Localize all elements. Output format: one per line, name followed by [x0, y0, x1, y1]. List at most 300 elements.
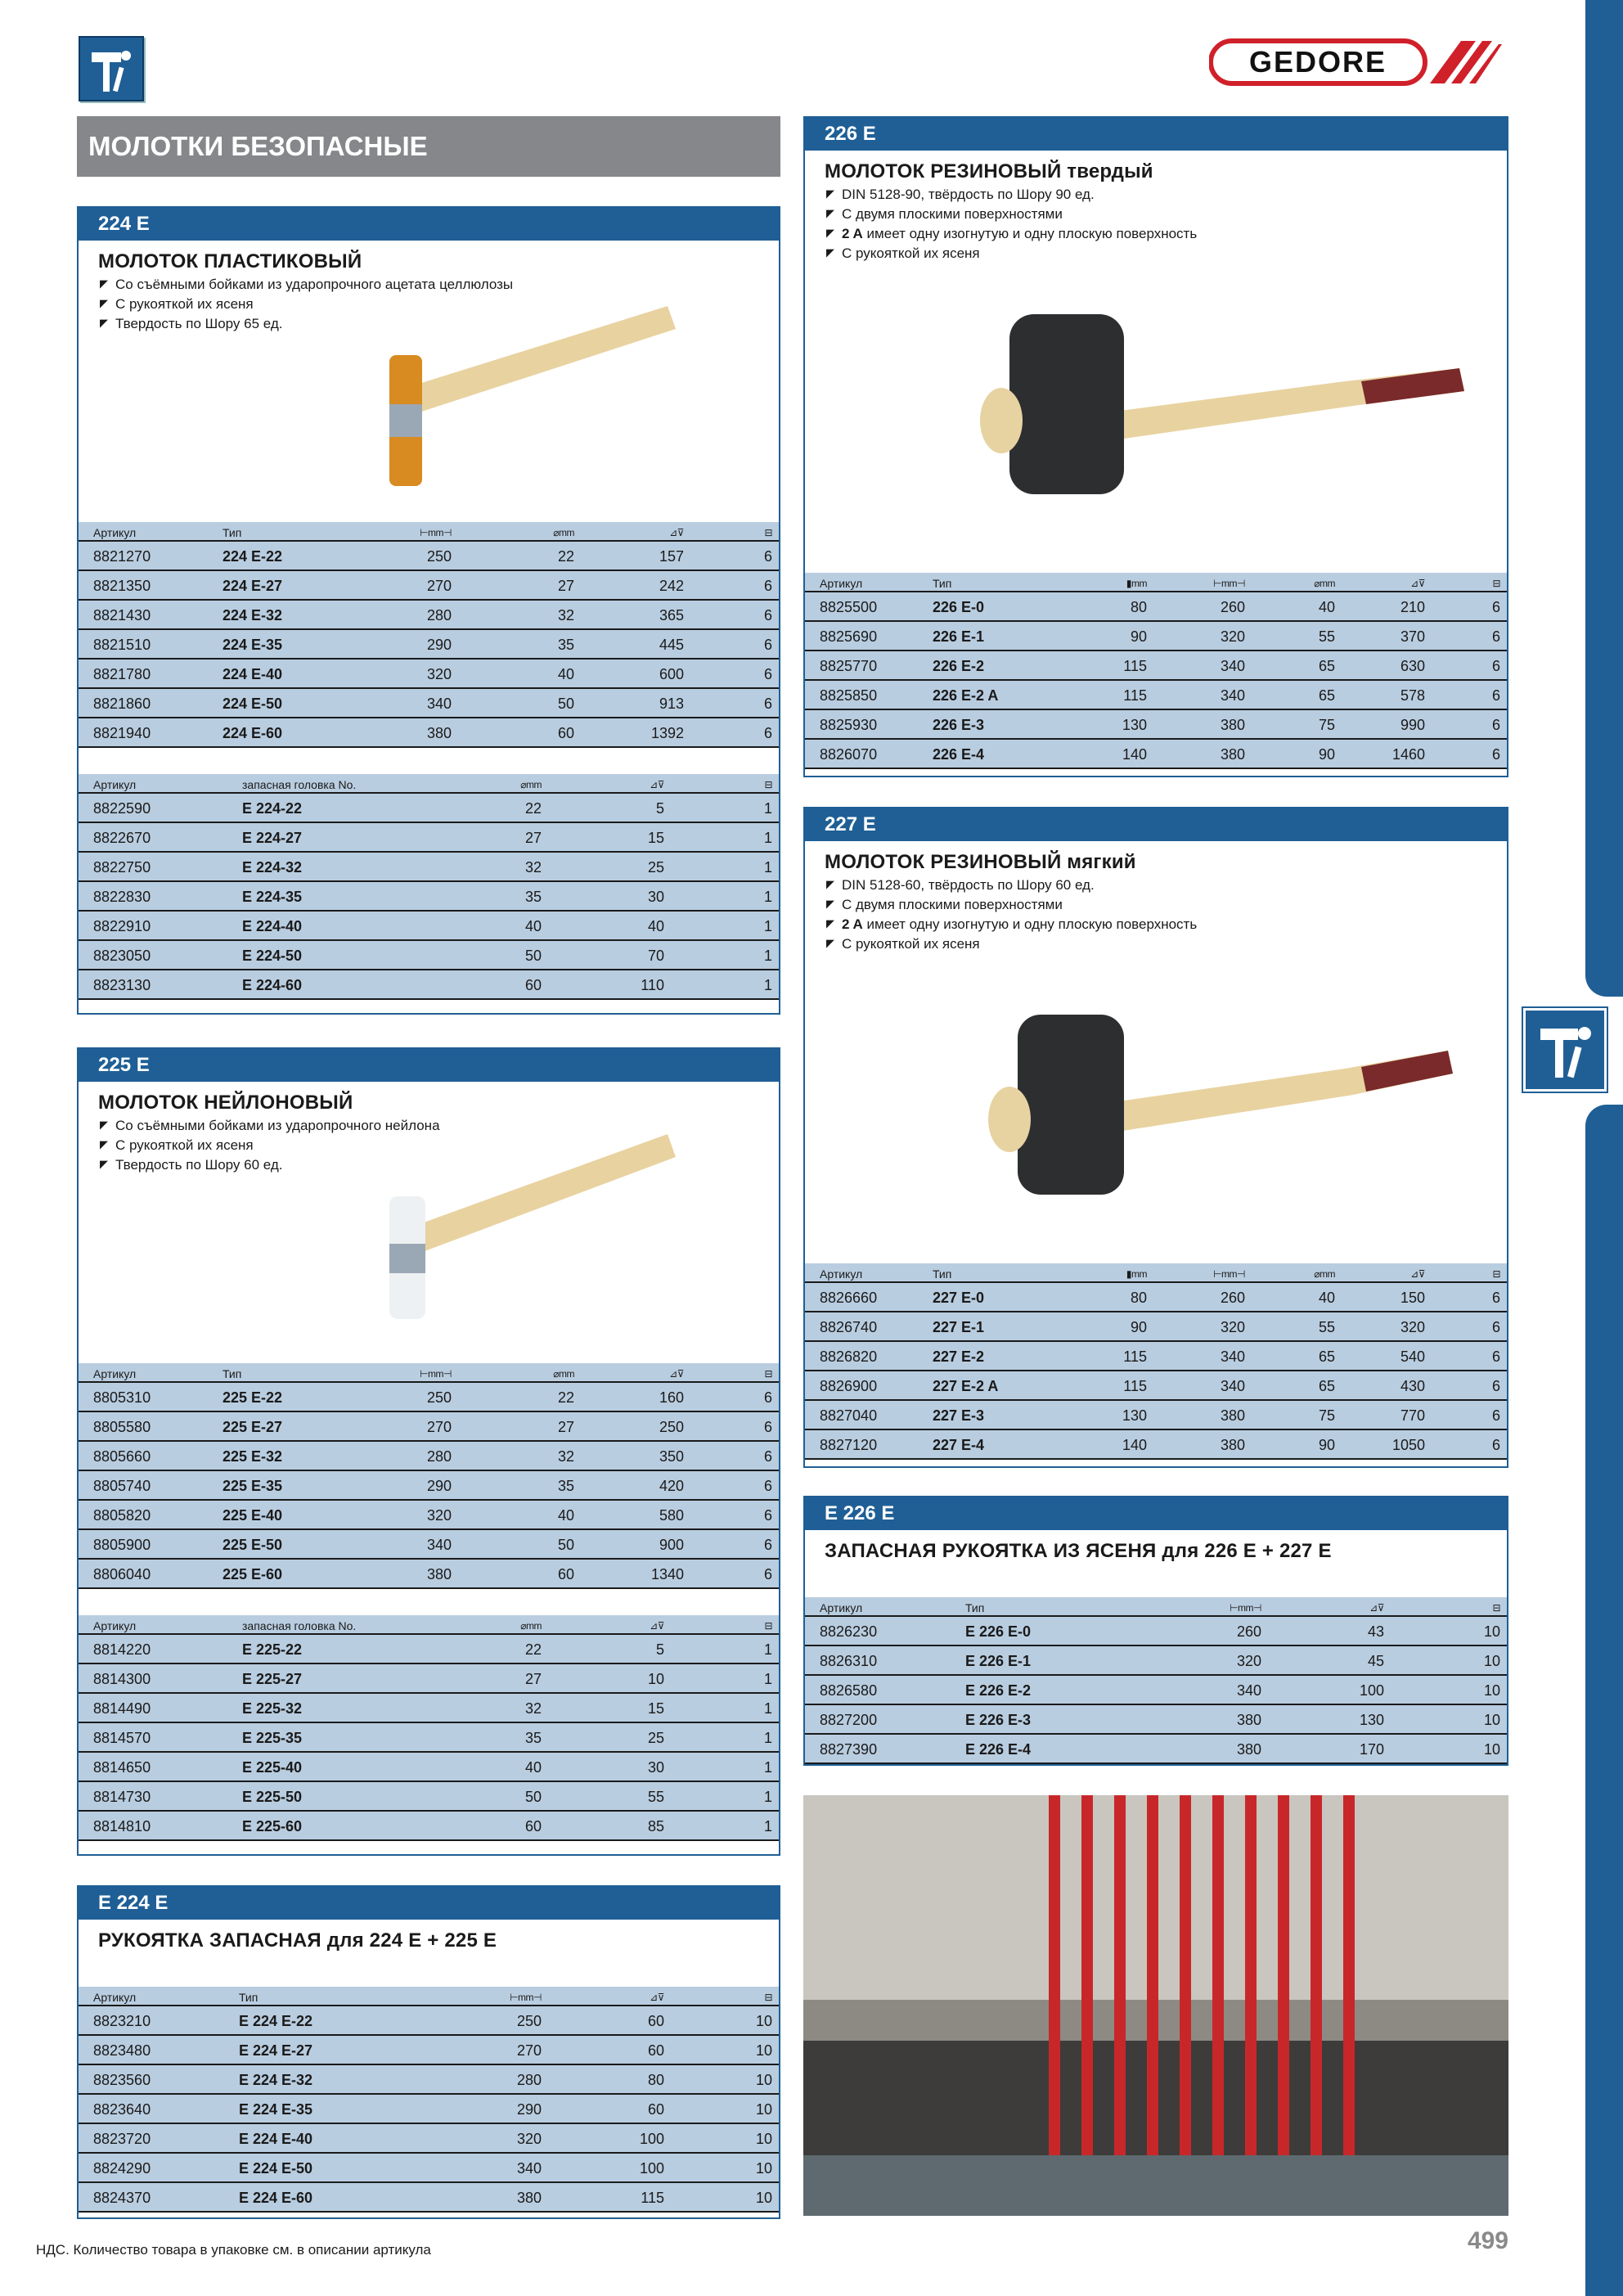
table-cell: 340: [1236, 1682, 1261, 1699]
column-header: ⊟: [764, 1620, 772, 1632]
panel-title: МОЛОТОК РЕЗИНОВЫЙ твердый: [825, 160, 1153, 182]
table-cell: 55: [1318, 628, 1335, 645]
table-cell: 8826580: [820, 1682, 878, 1699]
table-row: [79, 941, 779, 970]
feature-item: ◤ Со съёмными бойками из ударопрочного ацетата целлюлозы: [100, 275, 779, 295]
table-cell: 27: [557, 578, 574, 594]
column-header: ▮mm: [1126, 1268, 1147, 1280]
table-cell: 45: [1367, 1653, 1384, 1669]
table-cell: 380: [1236, 1712, 1261, 1728]
table-cell: 140: [1122, 1437, 1147, 1453]
table-cell: 60: [647, 2013, 664, 2029]
table-cell: 5: [655, 800, 664, 817]
table-cell: 365: [659, 607, 684, 624]
table-row: [79, 1723, 779, 1753]
table-cell: 250: [426, 1389, 452, 1406]
table-row: [79, 1471, 779, 1501]
column-header: Тип: [933, 577, 952, 590]
brand-logo: [1209, 38, 1504, 87]
table-row: [79, 1530, 779, 1560]
table-cell: 6: [763, 666, 772, 682]
table-cell: 22: [557, 1389, 574, 1406]
table-cell: E 224 E-27: [239, 2042, 313, 2059]
table-cell: 1: [763, 1789, 772, 1805]
feature-item: ◤ С рукояткой их ясеня: [826, 244, 1507, 263]
table-header: [79, 1615, 779, 1635]
feature-item: ◤ С рукояткой их ясеня: [826, 934, 1507, 954]
table-cell: 8823640: [93, 2101, 151, 2118]
table-cell: 224 E-40: [223, 666, 283, 682]
table-row: [79, 718, 779, 748]
table-cell: E 225-22: [242, 1641, 303, 1658]
table-cell: 226 E-2 A: [933, 687, 999, 704]
table-cell: 8826740: [820, 1319, 878, 1335]
column-header: ⊟: [764, 1368, 772, 1380]
table-cell: 60: [524, 977, 542, 993]
table-cell: 115: [1123, 1378, 1147, 1394]
table-cell: 370: [1400, 628, 1425, 645]
table-cell: 225 E-60: [223, 1566, 283, 1582]
table-row: [79, 542, 779, 571]
table-cell: 770: [1400, 1407, 1425, 1424]
table-cell: 420: [659, 1478, 684, 1494]
table-cell: 65: [1318, 658, 1335, 674]
table-cell: 6: [1491, 746, 1500, 763]
table-cell: 250: [659, 1419, 684, 1435]
table-row: [79, 1753, 779, 1782]
table-cell: 8805900: [93, 1537, 151, 1553]
table-cell: 1: [763, 948, 772, 964]
table-header: [805, 573, 1507, 592]
feature-item: ◤ DIN 5128-60, твёрдость по Шору 60 ед.: [826, 876, 1507, 895]
column-header: Артикул: [820, 577, 863, 590]
table-row: [805, 740, 1507, 769]
feature-bold: 2 A: [842, 916, 863, 932]
table-cell: 1: [763, 1730, 772, 1746]
table-cell: 8823560: [93, 2072, 151, 2088]
column-header: ⊢mm⊣: [1213, 578, 1245, 589]
table-cell: 8822670: [93, 830, 151, 846]
table-cell: 8821270: [93, 548, 151, 565]
table-row: [79, 2124, 779, 2154]
table-cell: 380: [1220, 1437, 1245, 1453]
table-cell: 50: [557, 1537, 574, 1553]
table-cell: 380: [1220, 1407, 1245, 1424]
table-cell: 8805740: [93, 1478, 151, 1494]
panel-title: РУКОЯТКА ЗАПАСНАЯ для 224 E + 225 E: [98, 1929, 497, 1952]
table-cell: 224 E-60: [223, 725, 283, 741]
table-cell: E 224 E-40: [239, 2131, 313, 2147]
table-cell: 270: [426, 1419, 452, 1435]
table-cell: 600: [659, 666, 684, 682]
table-row: [79, 794, 779, 823]
table-cell: 6: [763, 1478, 772, 1494]
panel-title: МОЛОТОК ПЛАСТИКОВЫЙ: [98, 250, 362, 272]
table-cell: 6: [763, 607, 772, 624]
table-cell: 130: [1359, 1712, 1384, 1728]
table-cell: 630: [1400, 658, 1425, 674]
table-row: [79, 2154, 779, 2183]
table-cell: 8825930: [820, 717, 878, 733]
table-cell: 580: [659, 1507, 684, 1524]
table-cell: 226 E-2: [933, 658, 985, 674]
table-cell: 340: [426, 1537, 452, 1553]
table-cell: 260: [1220, 1290, 1245, 1306]
table-cell: 8822830: [93, 889, 151, 905]
table-cell: E 224-27: [242, 830, 303, 846]
table-cell: 85: [647, 1818, 664, 1835]
table-cell: 6: [763, 1389, 772, 1406]
column-header: ⌀mm: [520, 1620, 542, 1632]
table-cell: E 225-50: [242, 1789, 303, 1805]
column-header: ⊿⊽: [669, 1368, 684, 1380]
table-cell: 8814810: [93, 1818, 151, 1835]
table-row: [805, 1430, 1507, 1460]
table-cell: 226 E-3: [933, 717, 985, 733]
table-cell: 8805660: [93, 1448, 151, 1465]
column-header: ⊢mm⊣: [420, 1368, 452, 1380]
panel-227e: [803, 807, 1508, 1468]
table-cell: 1050: [1391, 1437, 1425, 1453]
feature-item: [826, 224, 1507, 244]
table-row: [805, 1617, 1507, 1646]
table-cell: 10: [647, 1671, 664, 1687]
table-cell: 8823210: [93, 2013, 151, 2029]
table-cell: 55: [647, 1789, 664, 1805]
table-cell: 8814220: [93, 1641, 151, 1658]
table-cell: 60: [524, 1818, 542, 1835]
page-title: МОЛОТКИ БЕЗОПАСНЫЕ: [77, 116, 780, 177]
table-cell: 8823050: [93, 948, 151, 964]
table-cell: 290: [426, 1478, 452, 1494]
table-cell: 900: [659, 1537, 684, 1553]
table-cell: 8805580: [93, 1419, 151, 1435]
table-row: [805, 1342, 1507, 1371]
panel-e224e: [77, 1885, 780, 2219]
feature-item: ◤ С двумя плоскими поверхностями: [826, 205, 1507, 224]
table-row: [805, 1705, 1507, 1735]
table-cell: 340: [1220, 658, 1245, 674]
table-cell: 6: [763, 548, 772, 565]
table-cell: 8814570: [93, 1730, 151, 1746]
table-cell: E 224-60: [242, 977, 303, 993]
table-row: [805, 1283, 1507, 1312]
table-cell: 227 E-4: [933, 1437, 985, 1453]
table-cell: 8826820: [820, 1348, 878, 1365]
page-number: 499: [1467, 2227, 1508, 2254]
table-cell: 40: [524, 1759, 542, 1776]
table-row: [79, 689, 779, 718]
footer-note: НДС. Количество товара в упаковке см. в описании артикула: [36, 2242, 431, 2258]
column-header: Артикул: [93, 1619, 137, 1632]
table-cell: 22: [524, 800, 542, 817]
feature-item: ◤ Со съёмными бойками из ударопрочного нейлона: [100, 1116, 779, 1136]
table-row: [79, 601, 779, 630]
table-cell: 10: [755, 2072, 772, 2088]
table-cell: 6: [1491, 628, 1500, 645]
table-cell: 6: [763, 637, 772, 653]
table-cell: E 224-50: [242, 948, 303, 964]
table-cell: 10: [1483, 1653, 1500, 1669]
table-row: [79, 912, 779, 941]
table-cell: 225 E-27: [223, 1419, 283, 1435]
table-cell: 40: [557, 666, 574, 682]
feature-item: ◤ Твердость по Шору 60 ед.: [100, 1155, 779, 1175]
table-cell: 1: [763, 977, 772, 993]
articles-table: [805, 1263, 1507, 1460]
table-cell: 224 E-22: [223, 548, 283, 565]
table-cell: 1: [763, 918, 772, 934]
table-cell: 55: [1318, 1319, 1335, 1335]
table-cell: 340: [516, 2160, 542, 2177]
soft-rubber-hammer-photo: [969, 1005, 1476, 1209]
table-header: [79, 522, 779, 542]
table-row: [79, 823, 779, 853]
table-cell: 8821350: [93, 578, 151, 594]
table-cell: 10: [755, 2160, 772, 2177]
table-cell: 8825500: [820, 599, 878, 615]
plastic-hammer-photo: [316, 265, 676, 494]
table-cell: E 225-32: [242, 1700, 303, 1717]
table-cell: 578: [1400, 687, 1425, 704]
table-cell: 260: [1236, 1623, 1261, 1640]
column-header: Тип: [239, 1991, 259, 2004]
table-cell: 1460: [1391, 746, 1425, 763]
table-cell: 8821860: [93, 696, 151, 712]
table-cell: 8827120: [820, 1437, 878, 1453]
hammer-category-icon: [79, 36, 144, 101]
table-cell: 1: [763, 1759, 772, 1776]
table-cell: E 226 E-0: [965, 1623, 1032, 1640]
table-cell: 40: [1318, 599, 1335, 615]
column-header: ⌀mm: [553, 527, 574, 538]
table-row: [805, 1401, 1507, 1430]
column-header: ⊿⊽: [1410, 578, 1425, 589]
table-row: [805, 651, 1507, 681]
articles-table: [805, 573, 1507, 769]
column-header: ⊿⊽: [1410, 1268, 1425, 1280]
table-cell: 6: [1491, 687, 1500, 704]
table-cell: 1: [763, 1818, 772, 1835]
table-row: [805, 1735, 1507, 1764]
table-cell: 1: [763, 1671, 772, 1687]
column-header: запасная головка No.: [242, 778, 357, 791]
table-cell: 8806040: [93, 1566, 151, 1582]
table-cell: 40: [1318, 1290, 1335, 1306]
panel-code: 227 E: [805, 808, 1507, 841]
table-cell: 40: [647, 918, 664, 934]
table-cell: 320: [1400, 1319, 1425, 1335]
table-cell: 90: [1318, 746, 1335, 763]
table-cell: 60: [647, 2101, 664, 2118]
table-row: [79, 1412, 779, 1442]
articles-table: [79, 1987, 779, 2213]
table-cell: 380: [426, 1566, 452, 1582]
column-header: Тип: [223, 1367, 242, 1380]
table-cell: 6: [1491, 1437, 1500, 1453]
table-cell: 130: [1122, 717, 1147, 733]
table-cell: 6: [1491, 658, 1500, 674]
feature-rest: имеет одну изогнутую и одну плоскую поверхность: [862, 226, 1198, 241]
table-row: [79, 1383, 779, 1412]
feature-item: ◤ С двумя плоскими поверхностями: [826, 895, 1507, 915]
table-cell: 1: [763, 859, 772, 876]
table-cell: E 224 E-22: [239, 2013, 313, 2029]
table-cell: 32: [557, 607, 574, 624]
table-cell: 340: [426, 696, 452, 712]
table-cell: 8825770: [820, 658, 878, 674]
column-header: ⊟: [764, 1992, 772, 2003]
table-cell: 30: [647, 1759, 664, 1776]
table-cell: 15: [647, 1700, 664, 1717]
table-cell: 8821430: [93, 607, 151, 624]
table-cell: 913: [659, 696, 684, 712]
table-cell: 6: [1491, 717, 1500, 733]
table-cell: 50: [524, 948, 542, 964]
table-cell: 130: [1122, 1407, 1147, 1424]
column-header: ⊟: [1492, 1602, 1500, 1614]
table-cell: 227 E-1: [933, 1319, 985, 1335]
feature-list: [826, 876, 1507, 954]
table-cell: 90: [1318, 1437, 1335, 1453]
table-cell: 320: [1220, 628, 1245, 645]
panel-title: МОЛОТОК НЕЙЛОНОВЫЙ: [98, 1092, 353, 1114]
feature-item: ◤ Твердость по Шору 65 ед.: [100, 314, 779, 334]
panel-title: МОЛОТОК РЕЗИНОВЫЙ мягкий: [825, 851, 1136, 873]
table-row: [79, 2183, 779, 2213]
table-cell: 150: [1400, 1290, 1425, 1306]
table-cell: 340: [1220, 687, 1245, 704]
table-cell: 380: [1220, 746, 1245, 763]
table-cell: 115: [1123, 687, 1147, 704]
table-row: [79, 1442, 779, 1471]
table-cell: 22: [524, 1641, 542, 1658]
table-cell: E 224-22: [242, 800, 303, 817]
feature-rest: имеет одну изогнутую и одну плоскую поверхность: [862, 916, 1198, 932]
table-cell: 8827390: [820, 1741, 878, 1758]
table-cell: 115: [1123, 658, 1147, 674]
table-row: [805, 622, 1507, 651]
table-cell: 8824370: [93, 2190, 151, 2206]
table-cell: E 225-40: [242, 1759, 303, 1776]
table-cell: 5: [655, 1641, 664, 1658]
table-cell: 110: [641, 977, 664, 993]
table-cell: 210: [1400, 599, 1425, 615]
table-cell: 10: [1483, 1623, 1500, 1640]
table-cell: 8805310: [93, 1389, 151, 1406]
panel-226e: [803, 116, 1508, 777]
table-cell: 25: [647, 1730, 664, 1746]
column-header: Артикул: [93, 1991, 137, 2004]
table-cell: 226 E-0: [933, 599, 985, 615]
column-header: ⊟: [1492, 1268, 1500, 1280]
table-cell: 65: [1318, 687, 1335, 704]
table-cell: 30: [647, 889, 664, 905]
table-cell: 10: [1483, 1712, 1500, 1728]
column-header: ⊿⊽: [669, 527, 684, 538]
table-cell: 540: [1400, 1348, 1425, 1365]
table-cell: 242: [659, 578, 684, 594]
table-cell: 6: [763, 578, 772, 594]
table-cell: 380: [426, 725, 452, 741]
table-row: [79, 571, 779, 601]
column-header: ⌀mm: [1314, 1268, 1335, 1280]
table-cell: E 224-35: [242, 889, 303, 905]
table-cell: 35: [524, 1730, 542, 1746]
table-cell: 60: [557, 1566, 574, 1582]
table-cell: 270: [516, 2042, 542, 2059]
table-cell: 60: [647, 2042, 664, 2059]
table-row: [79, 660, 779, 689]
table-cell: 225 E-35: [223, 1478, 283, 1494]
table-cell: 27: [557, 1419, 574, 1435]
table-cell: 6: [763, 1537, 772, 1553]
table-cell: 340: [1220, 1378, 1245, 1394]
table-row: [79, 630, 779, 660]
table-row: [805, 1676, 1507, 1705]
table-cell: 224 E-35: [223, 637, 283, 653]
table-row: [79, 1782, 779, 1812]
table-cell: 6: [1491, 1290, 1500, 1306]
table-cell: 350: [659, 1448, 684, 1465]
table-cell: 27: [524, 830, 542, 846]
feature-item: ◤ С рукояткой их ясеня: [100, 295, 779, 314]
table-cell: 8825850: [820, 687, 878, 704]
table-row: [79, 1812, 779, 1841]
table-cell: 8814300: [93, 1671, 151, 1687]
table-row: [79, 2065, 779, 2095]
hammer-category-side-icon: [1523, 1008, 1607, 1092]
table-cell: 40: [557, 1507, 574, 1524]
table-cell: 280: [426, 607, 452, 624]
table-cell: 8822750: [93, 859, 151, 876]
column-header: запасная головка No.: [242, 1619, 357, 1632]
table-cell: 6: [763, 1566, 772, 1582]
nylon-hammer-photo: [316, 1090, 676, 1327]
table-cell: 320: [516, 2131, 542, 2147]
table-cell: 8814730: [93, 1789, 151, 1805]
panel-code: 226 E: [805, 118, 1507, 151]
table-cell: 10: [755, 2042, 772, 2059]
table-row: [79, 882, 779, 912]
table-cell: 6: [1491, 1378, 1500, 1394]
table-cell: 1: [763, 800, 772, 817]
table-row: [805, 1646, 1507, 1676]
table-cell: 445: [659, 637, 684, 653]
table-cell: 6: [763, 1419, 772, 1435]
table-cell: 10: [755, 2131, 772, 2147]
table-cell: 250: [426, 548, 452, 565]
table-cell: 140: [1122, 746, 1147, 763]
panel-225e: [77, 1047, 780, 1856]
table-header: [805, 1263, 1507, 1283]
table-cell: 115: [1123, 1348, 1147, 1365]
table-cell: 35: [557, 637, 574, 653]
table-cell: 80: [647, 2072, 664, 2088]
column-header: ⊟: [764, 779, 772, 790]
table-cell: 380: [1236, 1741, 1261, 1758]
table-cell: 32: [557, 1448, 574, 1465]
column-header: ⌀mm: [553, 1368, 574, 1380]
table-cell: 8822590: [93, 800, 151, 817]
table-cell: 430: [1400, 1378, 1425, 1394]
side-tab-top: [1585, 0, 1623, 997]
table-cell: 6: [763, 725, 772, 741]
table-cell: 227 E-3: [933, 1407, 985, 1424]
table-cell: 27: [524, 1671, 542, 1687]
table-cell: 8827040: [820, 1407, 878, 1424]
table-cell: E 224-32: [242, 859, 303, 876]
